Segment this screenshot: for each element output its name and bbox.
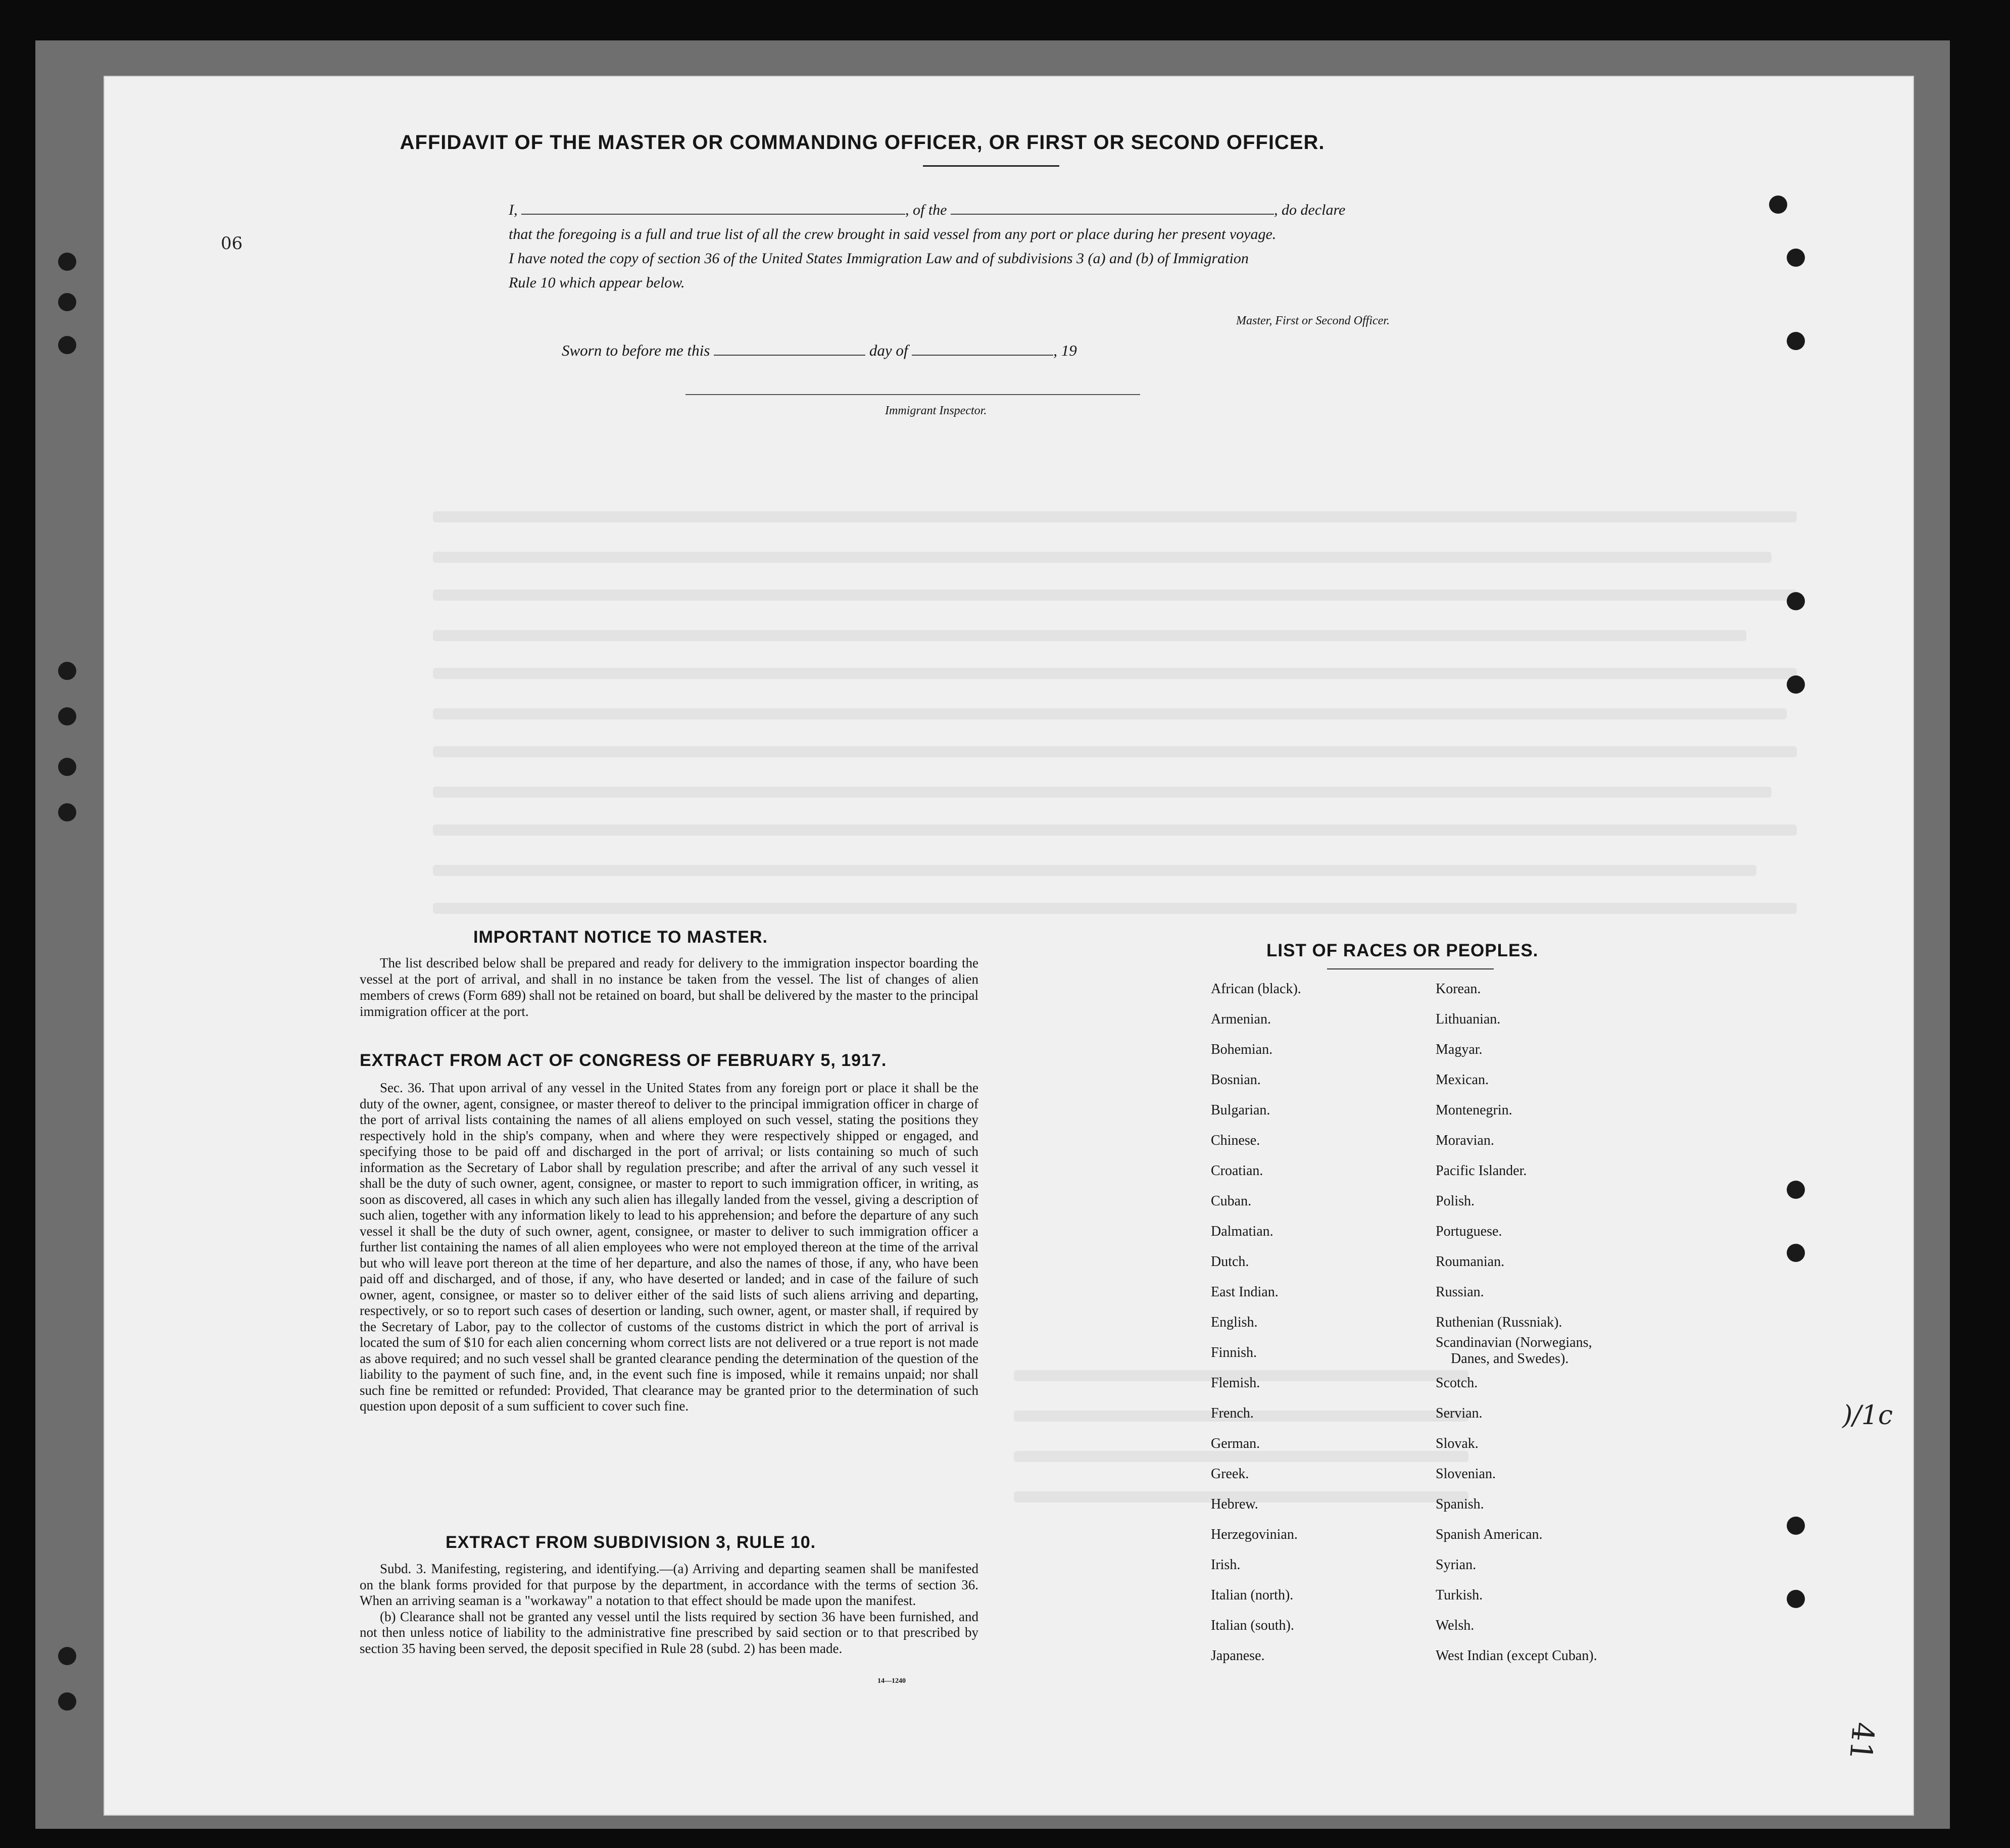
race-item: Polish. <box>1436 1193 1475 1209</box>
race-item: Japanese. <box>1211 1648 1265 1664</box>
race-item: Spanish American. <box>1436 1527 1543 1542</box>
race-item: Portuguese. <box>1436 1224 1502 1239</box>
month-blank <box>912 355 1053 356</box>
rule-text <box>360 1561 978 1657</box>
race-item: Cuban. <box>1211 1193 1252 1209</box>
race-item: Chinese. <box>1211 1133 1260 1148</box>
name-blank <box>521 214 905 215</box>
binder-hole <box>58 253 76 271</box>
race-item: Flemish. <box>1211 1375 1260 1391</box>
signature-label: Master, First or Second Officer. <box>1236 314 1390 327</box>
affidavit-title: AFFIDAVIT OF THE MASTER OR COMMANDING OFFICER, OR FIRST OR SECOND OFFICER. <box>400 131 1325 154</box>
notice-title: IMPORTANT NOTICE TO MASTER. <box>473 928 768 947</box>
race-item: Bohemian. <box>1211 1042 1273 1057</box>
race-item: Italian (north). <box>1211 1587 1294 1603</box>
affidavit-line-1: I, , of the , do declare <box>509 202 1346 218</box>
race-item: Dutch. <box>1211 1254 1249 1270</box>
title-rule <box>923 165 1059 167</box>
races-title: LIST OF RACES OR PEOPLES. <box>1266 941 1539 960</box>
margin-mark-bottom: 41 <box>1842 1720 1881 1763</box>
race-item: Montenegrin. <box>1436 1102 1512 1118</box>
section-36-text: Sec. 36. That upon arrival of any vessel in the United States from any foreign port or place it shall be the duty of the owner, agent, consignee, or master thereof to deliver to the principal immigration officer in charge of the port of arrival lists containing the names of all aliens employed on such vessel, stating the positions they respectively hold in the ship's company, when and where they were respectively shipped or engaged, and specifying those to be paid off and discharged in the port of arrival; or lists containing so much of such information as the Secretary of Labor shall by regulation prescribe; and after the arrival of any such vessel it shall be the duty of such owner, agent, consignee, or master to report to such immigration officer, in writing, as soon as discovered, all cases in which any such alien has illegally landed from the vessel, giving a description of such alien, together with any information likely to lead to his apprehension; and before the departure of any such vessel it shall be the duty of such owner, agent, consignee, or master to deliver to such immigration officer a further list containing the names of all alien employees who were not employed thereon at the time of the arrival but who will leave port thereon at the time of her departure, and also the names of those, if any, who have been paid off and discharged, and of those, if any, who have deserted or landed; and in case of the failure of such owner, agent, consignee, or master so to deliver either of the said lists of such aliens arriving and departing, respectively, or so to report such cases of desertion or landing, such owner, agent, or master shall, if required by the Secretary of Labor, pay to the collector of customs of the customs district in which the port of arrival is located the sum of $10 for each alien concerning whom correct lists are not delivered or a true report is not made as above required; and no such vessel shall be granted clearance pending the determination of the question of the liability to the payment of such fine, and, in the event such fine is imposed, while it remains unpaid; nor shall such fine be remitted or refunded: Provided, That clearance may be granted prior to the determination of such question upon deposit of a sum sufficient to cover such fine. <box>360 1080 978 1414</box>
race-item: East Indian. <box>1211 1284 1279 1300</box>
races-rule <box>1327 968 1494 969</box>
race-item: Greek. <box>1211 1466 1249 1482</box>
binder-hole <box>58 662 76 680</box>
punch-hole <box>1787 1590 1805 1608</box>
race-item: Servian. <box>1436 1405 1483 1421</box>
punch-hole <box>1787 1181 1805 1199</box>
race-item: Herzegovinian. <box>1211 1527 1298 1542</box>
race-item: Scotch. <box>1436 1375 1478 1391</box>
race-item: Bosnian. <box>1211 1072 1261 1088</box>
binder-hole <box>58 758 76 776</box>
affidavit-line-3: I have noted the copy of section 36 of the United States Immigration Law and of subdivisions 3 (a) and (b) of Immigration <box>509 250 1249 267</box>
race-item: German. <box>1211 1436 1260 1451</box>
sworn-line: Sworn to before me this day of , 19 <box>562 342 1077 359</box>
day-blank <box>714 355 865 356</box>
punch-hole <box>1787 592 1805 610</box>
race-item: Roumanian. <box>1436 1254 1505 1270</box>
rule-title: EXTRACT FROM SUBDIVISION 3, RULE 10. <box>446 1533 816 1552</box>
form-number: 14—1240 <box>877 1677 906 1685</box>
binder-hole <box>58 336 76 354</box>
race-item: Dalmatian. <box>1211 1224 1273 1239</box>
race-item: Hebrew. <box>1211 1496 1258 1512</box>
race-item: Korean. <box>1436 981 1481 997</box>
punch-hole <box>1769 196 1787 214</box>
race-item: Spanish. <box>1436 1496 1484 1512</box>
race-item: Italian (south). <box>1211 1618 1294 1633</box>
rule-subd-b: (b) Clearance shall not be granted any vessel until the lists required by section 36 have been furnished, and not then unless notice of liability to the administrative fine prescribed by said section or to that prescribed by section 35 having been served, the deposit specified in Rule 28 (subd. 2) has been made. <box>360 1609 978 1656</box>
race-item: Ruthenian (Russniak). <box>1436 1315 1562 1330</box>
race-item: Welsh. <box>1436 1618 1475 1633</box>
punch-hole <box>1787 675 1805 694</box>
race-item: Slovak. <box>1436 1436 1479 1451</box>
punch-hole <box>1787 1244 1805 1262</box>
race-item: Slovenian. <box>1436 1466 1496 1482</box>
margin-mark-top-left: 06 <box>221 233 243 254</box>
affidavit-line-2: that the foregoing is a full and true list of all the crew brought in said vessel from any port or place during her present voyage. <box>509 226 1277 242</box>
inspector-label: Immigrant Inspector. <box>885 404 987 417</box>
affidavit-text <box>509 198 1559 295</box>
race-item: Croatian. <box>1211 1163 1263 1179</box>
race-item: Bulgarian. <box>1211 1102 1270 1118</box>
race-item: Danes, and Swedes). <box>1451 1351 1569 1367</box>
binder-hole <box>58 707 76 725</box>
race-item: Moravian. <box>1436 1133 1494 1148</box>
rule-subd-a: Subd. 3. Manifesting, registering, and identifying.—(a) Arriving and departing seamen shall be manifested on the blank forms provided for that purpose by the department, in accordance with the terms of section 36. When an arriving seaman is a "workaway" a notation to that effect should be made upon the manifest. <box>360 1561 978 1608</box>
race-item: Russian. <box>1436 1284 1484 1300</box>
binder-hole <box>58 1647 76 1665</box>
affidavit-line-4: Rule 10 which appear below. <box>509 274 685 291</box>
binder-hole <box>58 1692 76 1711</box>
manifest-page <box>104 76 1914 1816</box>
act-title: EXTRACT FROM ACT OF CONGRESS OF FEBRUARY 5, 1917. <box>360 1051 887 1070</box>
race-item: Armenian. <box>1211 1011 1271 1027</box>
race-item: Magyar. <box>1436 1042 1483 1057</box>
punch-hole <box>1787 332 1805 350</box>
binder-hole <box>58 803 76 821</box>
punch-hole <box>1787 1517 1805 1535</box>
margin-mark-right: )/1c <box>1842 1400 1893 1431</box>
race-item: French. <box>1211 1405 1254 1421</box>
race-item: English. <box>1211 1315 1258 1330</box>
race-item: Turkish. <box>1436 1587 1483 1603</box>
race-item: Finnish. <box>1211 1345 1257 1360</box>
notice-text: The list described below shall be prepared and ready for delivery to the immigration inspector boarding the vessel at the port of arrival, and shall in no instance be taken from the vessel. The list of changes of alien members of crews (Form 689) shall not be retained on board, but shall be delivered by the master to the principal immigration officer at the port. <box>360 955 978 1019</box>
race-item: Pacific Islander. <box>1436 1163 1527 1179</box>
race-item: Mexican. <box>1436 1072 1489 1088</box>
vessel-blank <box>951 214 1274 215</box>
inspector-signature-line <box>685 394 1140 395</box>
punch-hole <box>1787 249 1805 267</box>
race-item: West Indian (except Cuban). <box>1436 1648 1597 1664</box>
race-item: Irish. <box>1211 1557 1241 1573</box>
binder-hole <box>58 293 76 311</box>
race-item: African (black). <box>1211 981 1301 997</box>
race-item: Lithuanian. <box>1436 1011 1501 1027</box>
race-item: Scandinavian (Norwegians, <box>1436 1335 1592 1350</box>
race-item: Syrian. <box>1436 1557 1477 1573</box>
